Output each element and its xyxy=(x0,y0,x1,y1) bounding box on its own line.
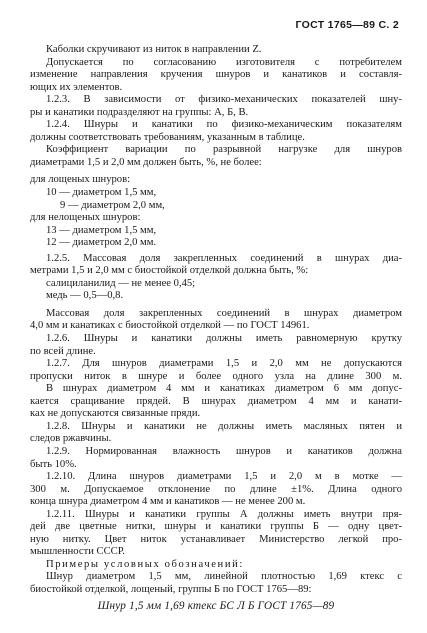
text-line: 1.2.7. Для шнуров диаметрами 1,5 и 2,0 мм не допускаются xyxy=(46,358,402,370)
text-line: 1.2.8. Шнуры и канатики не должны иметь масляных пятен и xyxy=(46,420,402,432)
list-item: 10 — диаметром 1,5 мм, xyxy=(46,187,157,199)
text-line: дей две цветные нитки, шнуры и канатики группы Б — одну цвет- xyxy=(30,521,402,533)
text-line: 1.2.9. Нормированная влажность шнуров и канатиков должна xyxy=(46,445,402,457)
text-line: 1.2.11. Шнуры и канатики группы А должны иметь внутри пря- xyxy=(46,508,402,520)
text-line: В шнурах диаметром 4 мм и канатиках диаметром 6 мм допус- xyxy=(46,383,402,395)
section-heading: Примеры условных обозначений: xyxy=(46,558,244,570)
text-line: 1.2.10. Длина шнуров диаметрами 1,5 и 2,0 м в мотке — xyxy=(46,471,402,483)
page-header: ГОСТ 1765—89 С. 2 xyxy=(295,19,399,31)
list-item: медь — 0,5—0,8. xyxy=(46,290,124,302)
text-line: Коэффициент вариации по разрывной нагрузке для шнуров xyxy=(46,144,402,156)
text-line: метрами 1,5 и 2,0 мм с биостойкой отделкой должна быть, %: xyxy=(30,265,309,277)
text-line: ках не допускаются связанные пряди. xyxy=(30,408,201,420)
text-line: 4,0 мм и канатиках с биостойкой отделкой — по ГОСТ 14961. xyxy=(30,320,310,332)
text-line: по всей длине. xyxy=(30,345,96,357)
text-line: конца шнура диаметром 4 мм и канатиков — не менее 200 м. xyxy=(30,496,306,508)
text-line: диаметрами 1,5 и 2,0 мм должен быть, %, не более: xyxy=(30,156,262,168)
text-line: для лощеных шнуров: xyxy=(30,174,131,186)
text-line: пропуски ниток в шнуре и более одного узла на длине 300 м. xyxy=(30,370,402,382)
list-item: 12 — диаметром 2,0 мм. xyxy=(46,237,157,249)
text-line: Каболки скручивают из ниток в направлении Z. xyxy=(46,44,262,55)
list-item: 13 — диаметром 1,5 мм, xyxy=(46,224,157,236)
list-item: салициланилид — не менее 0,45; xyxy=(46,277,196,289)
text-line: мышленности СССР. xyxy=(30,546,125,558)
text-line: Массовая доля закрепленных соединений в шнурах диаметром xyxy=(46,307,402,319)
text-line: Допускается по согласованию изготовителя с потребителем xyxy=(46,56,402,68)
document-body xyxy=(30,44,402,612)
text-line: должны соответствовать требованиям, указанным в таблице. xyxy=(30,131,305,143)
text-line: ры и канатики подразделяют на группы: А, Б, В. xyxy=(30,106,249,118)
text-line: следов ржавчины. xyxy=(30,433,112,445)
text-line: 300 м. Допускаемое отклонение по длине ±1%. Длина одного xyxy=(30,483,402,495)
designation-example: Шнур 1,5 мм 1,69 ктекс БС Л Б ГОСТ 1765—89 xyxy=(97,599,335,612)
text-line: кается сращивание прядей. В шнурах диаметром 4 мм и канати- xyxy=(30,395,402,407)
text-line: ную нитку. Цвет ниток устанавливает Министерство легкой про- xyxy=(30,533,402,545)
text-line: изменение направления кручения шнуров и канатиков и составля- xyxy=(30,69,402,81)
text-line: 1.2.4. Шнуры и канатики по физико-механическим показателям xyxy=(46,119,402,131)
text-line: ющих их элементов. xyxy=(30,81,123,93)
text-line: 1.2.3. В зависимости от физико-механических показателей шну- xyxy=(46,94,402,106)
text-line: биостойкой отделкой, лощеный, группы Б по ГОСТ 1765—89: xyxy=(30,583,312,595)
text-line: для нелощеных шнуров: xyxy=(30,212,141,224)
text-line: 1.2.5. Массовая доля закрепленных соединений в шнурах диа- xyxy=(46,252,402,264)
list-item: 9 — диаметром 2,0 мм, xyxy=(60,199,165,211)
text-line: Шнур диаметром 1,5 мм, линейной плотностью 1,69 ктекс с xyxy=(46,571,402,583)
text-line: 1.2.6. Шнуры и канатики должны иметь равномерную крутку xyxy=(46,333,402,345)
text-line: быть 10%. xyxy=(30,458,77,470)
